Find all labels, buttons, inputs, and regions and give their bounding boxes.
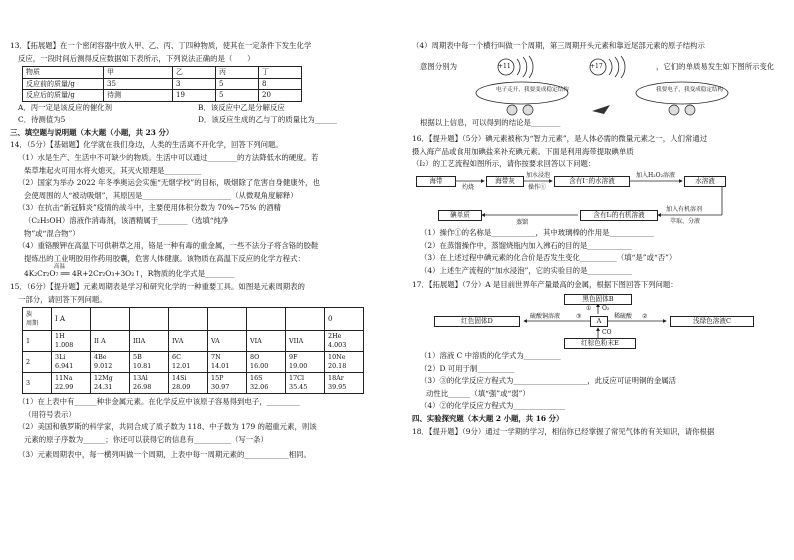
q14-line: （4）重铬酸钾在高温下可供耕草之用，铬是一种有毒的重金属，一些不法分子将含铬的胶鞋	[18, 241, 319, 251]
reagent-label: O₂	[602, 304, 610, 312]
q15-sub-line: 元素的原子序数为______；你还可以获得它的信息有__________（写一条）	[24, 434, 268, 444]
reagent-label: CO	[602, 328, 612, 336]
atom-diagram-caption: 意图分别为	[420, 61, 457, 71]
element-cell: 12Mg 24.31	[91, 373, 130, 394]
element-cell: VIIA	[286, 331, 325, 352]
q14-line: 提炼出的工业明胶用作药用胶囊，危害人体健康。该物质在高温下反应的化学方程式：	[24, 253, 305, 263]
q15-sub-line: （1）在上表中有______种非金属元素。在化学反应中该原子容易得到电子，_________	[18, 397, 300, 407]
q13-option-c: C．待测值为5	[18, 115, 66, 125]
periodic-table	[22, 307, 364, 394]
q16-line: 16．【提升题】（5分）碘元素被称为“智力元素”，是人体必需的微量元素之一，人们常通过	[412, 134, 708, 144]
element-cell: 15P 30.97	[208, 373, 247, 394]
q14-line: 14．（5分）【基础题】化学就在我们身边，人类的生活离不开化学，回答下列问题。	[10, 140, 283, 150]
iodine-flowchart	[412, 171, 786, 227]
atom-diagrams	[486, 53, 656, 81]
flow-step-label: 操作①	[528, 183, 547, 191]
table-header-cell: 丁	[259, 67, 302, 79]
period-number-cell: 1	[23, 331, 52, 352]
table-header-cell: 族 周期	[23, 308, 52, 331]
flow-step-label: 萃取、分液	[670, 217, 701, 225]
flow-node-seaweed: 海带	[416, 176, 456, 187]
table-header-cell: 0	[325, 308, 364, 331]
q17-sub-line: （4）②的化学反应方程式为______________	[420, 401, 566, 411]
node-black-solid-b: 黑色固体B	[564, 294, 632, 305]
flow-node-organic-solution: 含有I₂的有机溶液	[580, 210, 658, 221]
element-cell: 2He 4.003	[325, 331, 364, 352]
step-number: ③	[576, 312, 582, 320]
table-header-cell: I A	[52, 308, 91, 331]
element-cell: 7N 14.01	[208, 352, 247, 373]
q15-cont-line: 根据以上信息，可以得到的结论是________	[420, 117, 561, 127]
element-cell: 11Na 22.99	[52, 373, 91, 394]
element-cell: 3Li 6.941	[52, 352, 91, 373]
q17-sub-line: 动性比______（填“强”或“弱”）	[426, 388, 530, 398]
flow-node-iodide-solution: 含有I⁻的水溶液	[554, 176, 630, 187]
flow-node-water-solution: 水溶液	[684, 176, 726, 187]
element-cell: 17Cl 35.45	[286, 373, 325, 394]
element-cell: 1H 1.008	[52, 331, 91, 352]
table-cell: 反应前的质量/g	[23, 78, 104, 90]
table-row	[23, 78, 302, 90]
table-cell: 3	[173, 78, 216, 90]
table-cell: 20	[259, 90, 302, 102]
q14-line: （1）水是生产、生活中不可缺少的物质。生活中可以通过________的方法降低水的硬度。若	[18, 153, 319, 163]
q14-line: 柴草堆起火可用水将火熄灭，其灭火原理是__________	[24, 165, 202, 175]
right-column	[412, 40, 786, 438]
element-cell: 8O 16.00	[247, 352, 286, 373]
step-number: ②	[642, 312, 648, 320]
element-cell: 10Ne 20.18	[325, 352, 364, 373]
table-cell: 5	[216, 78, 259, 90]
q16-line: （I₂）的工艺流程如图所示，请你按要求回答以下问题：	[412, 159, 596, 169]
q17-sub-line: （1）溶液 C 中溶质的化学式为__________	[420, 350, 561, 360]
element-cell: IIIA	[130, 331, 169, 352]
q18-line: 18．【提升题】（9分）通过一学期的学习，相信你已经掌握了常见气体的有关知识，请你根据	[412, 426, 715, 436]
q14-line: 会使周围的人“被动吸烟”，其原因是________________________（从微观角度解释）	[24, 190, 298, 200]
flow-step-label: 加入H₂O₂溶液	[636, 171, 675, 179]
q15-cont-line: （4）周期表中每一个横行叫做一个周期，第三周期开头元素和靠近尾部元素的原子结构示	[412, 41, 705, 50]
q14-line: （C₂H₅OH）溶液作消毒剂，该酒精属于________（选填“纯净	[24, 216, 229, 226]
table-cell: 待测	[104, 90, 173, 102]
element-cell: 4Be 9.012	[91, 352, 130, 373]
q15-line: 一部分，请回答下列问题。	[18, 294, 107, 304]
element-cell: 9F 19.00	[286, 352, 325, 373]
cartoon-figure	[412, 81, 786, 117]
q13-stem-line1: 13．【拓展题】在一个密闭容器中放入甲、乙、丙、丁四种物质，使其在一定条件下发生化学	[10, 41, 312, 50]
table-row	[23, 373, 364, 394]
table-row	[23, 352, 364, 373]
q13-option-a: A．丙一定是该反应的催化剂	[18, 102, 113, 112]
atom-structure-figure	[412, 53, 786, 81]
table-cell: 19	[173, 90, 216, 102]
q13-stem-line2: 反应，一段时间后测得反应数据如下表所示，下列说法正确的是（ ）	[18, 53, 255, 63]
q17-sub-line: （3）③的化学反应方程式为____________________，此反应可证明铜的金属活	[420, 376, 676, 386]
flow-step-label: 蒸馏	[516, 218, 529, 226]
element-cell: 16S 32.06	[247, 373, 286, 394]
speech-bubble-left: 电子走开，我要变成稳定结构	[496, 86, 569, 93]
q13-option-d: D．该反应生成的乙与丁的质量比为______	[198, 115, 337, 125]
table-cell: 5	[216, 90, 259, 102]
element-cell: VIA	[247, 331, 286, 352]
flow-node-iodine: 碘单质	[438, 210, 482, 221]
q16-sub-line: （4）上述生产流程的“加水浸泡”，它的实验目的是____________	[420, 265, 632, 275]
table-header-cell	[208, 308, 247, 331]
table-header-row	[23, 67, 302, 79]
atom-diagram-caption: ，它们的单质易发生如下图所示变化	[656, 61, 775, 71]
equation-condition: 高温	[54, 264, 66, 271]
q13-option-b: B．该反应中乙是分解反应	[198, 102, 285, 112]
q17-sub-line: （2）D 可用于制__________	[420, 363, 515, 373]
q14-line: （3）在抗击“新冠肺炎”疫情的战斗中，主要使用体积分数为 70%~75% 的酒精	[18, 203, 281, 213]
period-number-cell: 2	[23, 352, 52, 373]
table-header-cell	[130, 308, 169, 331]
section3-heading: 三、填空题与说明题（本大题（小题，共 23 分）	[10, 127, 174, 137]
table-row	[23, 331, 364, 352]
q15-sub-line: （3）元素周期表中，每一横列叫做一个周期，上表中每一周期元素的____________相同。	[18, 449, 311, 459]
speech-bubble-right: 我要电子，我变成稳定结构	[656, 86, 724, 93]
q14-line: 物”或“混合物”）	[24, 228, 80, 238]
element-cell: 5B 10.81	[130, 352, 169, 373]
table-header-cell: 甲	[104, 67, 173, 79]
node-brown-powder-e: 红棕色粉末E	[564, 338, 636, 349]
table-header-cell: 物质	[23, 67, 104, 79]
table-header-cell	[247, 308, 286, 331]
atom-nucleus-label: +11	[498, 62, 511, 70]
element-cell: 13Al 26.98	[130, 373, 169, 394]
element-cell: IVA	[169, 331, 208, 352]
section4-heading: 四、实验探究题（本大题 2 小题，共 16 分）	[412, 413, 564, 423]
flow-step-label: 灼烧	[462, 183, 475, 191]
q13-mass-table	[22, 66, 302, 102]
step-number: ①	[586, 304, 592, 312]
flow-step-label: 加水浸泡	[526, 171, 551, 179]
element-cell: 14Si 28.09	[169, 373, 208, 394]
node-red-solid-d: 红色固体D	[434, 316, 520, 327]
q16-sub-line: （1）操作①的名称是____________，其中玻璃棒的作用是____________	[420, 227, 654, 237]
q14-line: （2）国家为举办 2022 年冬季奥运会实施“无烟学校”的目标，吸烟除了危害自身健康外，也	[18, 178, 320, 188]
table-cell: 35	[104, 78, 173, 90]
reagent-label: 硫酸铜溶液	[530, 312, 561, 320]
table-header-cell	[91, 308, 130, 331]
element-cell: II A	[91, 331, 130, 352]
equation-text: 4K₂Cr₂O₇ ══ 4R+2Cr₂O₃+3O₂↑，R物质的化学式是________	[24, 269, 235, 279]
flow-step-label: 加入有机溶剂	[666, 205, 703, 213]
node-metal-a: A	[590, 316, 608, 327]
iron-reaction-diagram	[412, 292, 786, 350]
table-header-cell	[169, 308, 208, 331]
table-cell: 反应后的质量/g	[23, 90, 104, 102]
table-header-cell	[286, 308, 325, 331]
element-cell: VA	[208, 331, 247, 352]
q16-line: 摄入海产品或食用加碘盐来补充碘元素。下面是利用海带提取碘单质	[412, 146, 634, 156]
period-number-cell: 3	[23, 373, 52, 394]
left-column	[10, 40, 392, 461]
node-green-solution-c: 浅绿色溶液C	[670, 316, 754, 327]
atom-nucleus-label: +17	[590, 62, 603, 70]
table-header-cell: 丙	[216, 67, 259, 79]
table-header-row	[23, 308, 364, 331]
element-cell: 18Ar 39.95	[325, 373, 364, 394]
q15-sub-line: （2）美国和俄罗斯的科学家，共同合成了质子数为 118、中子数为 179 的超重元素，则该	[18, 422, 317, 432]
q17-line: 17．【拓展题】（7分）A 是目前世界年产量最高的金属，根据下图回答下列问题：	[412, 280, 678, 290]
table-cell: 8	[259, 78, 302, 90]
q14-equation	[10, 264, 392, 281]
table-header-cell: 乙	[173, 67, 216, 79]
flow-node-ash: 海带灰	[486, 176, 524, 187]
q16-sub-line: （2）在蒸馏操作中，蒸馏烧瓶内加入沸石的目的是____________	[420, 240, 632, 250]
element-cell: 6C 12.01	[169, 352, 208, 373]
table-row	[23, 90, 302, 102]
q15-line: 15．（6分）【提升题】元素周期表是学习和研究化学的一种重要工具。如图是元素周期表的	[10, 282, 305, 291]
q16-sub-line: （3）在上述过程中碘元素的化合价是否发生变化__________（填“是”或“否”）	[420, 253, 677, 263]
reagent-label: 稀硫酸	[614, 312, 633, 320]
q15-sub-line: （用符号表示）	[24, 409, 76, 419]
